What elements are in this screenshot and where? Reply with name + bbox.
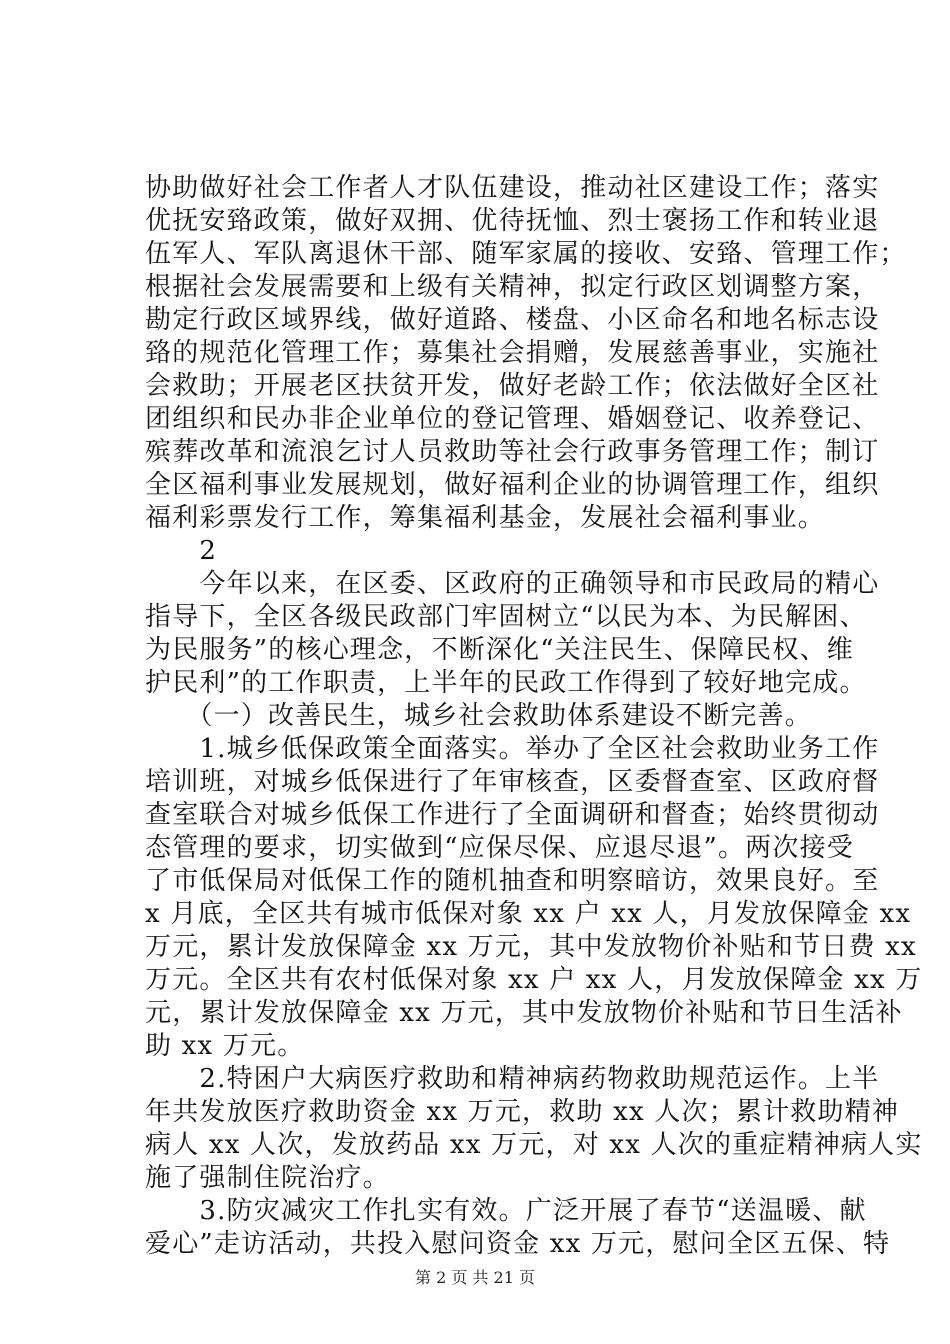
text-line: 会救助；开展老区扶贫开发，做好老龄工作；依法做好全区社 [145,371,880,401]
page-footer: 第 2 页 共 21 页 [415,1268,535,1287]
text-line: 福利彩票发行工作，筹集福利基金，发展社会福利事业。 [145,503,826,533]
text-line: 勘定行政区域界线，做好道路、楼盘、小区命名和地名标志设 [145,305,880,335]
text-line: 态管理的要求，切实做到“应保尽保、应退尽退”。两次接受 [145,833,854,863]
text-line: 为民服务”的核心理念，不断深化“关注民生、保障民权、维 [145,635,854,665]
text-line: 万元。全区共有农村低保对象 xx 户 xx 人，月发放保障金 xx 万 [145,965,923,995]
text-line: 病人 xx 人次，发放药品 xx 万元，对 xx 人次的重症精神病人实 [145,1130,923,1160]
text-line: 今年以来，在区委、区政府的正确领导和市民政局的精心 [145,569,880,599]
text-line: 1.城乡低保政策全面落实。举办了全区社会救助业务工作 [145,734,880,764]
text-line: 臵的规范化管理工作；募集社会捐赠，发展慈善事业，实施社 [145,338,880,368]
text-line: 护民利”的工作职责，上半年的民政工作得到了较好地完成。 [145,668,867,698]
text-line: 了市低保局对低保工作的随机抽查和明察暗访，效果良好。至 [145,866,880,896]
text-line: 助 xx 万元。 [145,1031,305,1061]
text-line: 殡葬改革和流浪乞讨人员救助等社会行政事务管理工作；制订 [145,437,880,467]
text-line: 全区福利事业发展规划，做好福利企业的协调管理工作，组织 [145,470,880,500]
text-line: 2.特困户大病医疗救助和精神病药物救助规范运作。上半 [145,1064,880,1094]
text-line: 优抚安臵政策，做好双拥、优待抚恤、烈士褒扬工作和转业退 [145,206,880,236]
text-line: 万元，累计发放保障金 xx 万元，其中发放物价补贴和节日费 xx [145,932,917,962]
section-number: 2 [145,536,218,566]
subheading: （一）改善民生，城乡社会救助体系建设不断完善。 [145,701,813,731]
text-line: 查室联合对城乡低保工作进行了全面调研和督查；始终贯彻动 [145,800,880,830]
text-line: 指导下，全区各级民政部门牢固树立“以民为本、为民解困、 [145,602,867,632]
text-line: 伍军人、军队离退休干部、随军家属的接收、安臵、管理工作； [145,239,907,269]
text-line: 施了强制住院治疗。 [145,1163,390,1193]
text-line: 培训班，对城乡低保进行了年审核查，区委督查室、区政府督 [145,767,880,797]
text-line: 元，累计发放保障金 xx 万元，其中发放物价补贴和节日生活补 [145,998,903,1028]
text-line: 年共发放医疗救助资金 xx 万元，救助 xx 人次；累计救助精神 [145,1097,900,1127]
text-line: 爱心”走访活动，共投入慰问资金 xx 万元，慰问全区五保、特 [145,1229,891,1259]
text-line: 根据社会发展需要和上级有关精神，拟定行政区划调整方案， [145,272,880,302]
text-line: 3.防灾减灾工作扎实有效。广泛开展了春节“送温暖、献 [145,1196,867,1226]
text-line: 协助做好社会工作者人才队伍建设，推动社区建设工作；落实 [145,173,880,203]
text-line: 团组织和民办非企业单位的登记管理、婚姻登记、收养登记、 [145,404,880,434]
text-line: x 月底，全区共有城市低保对象 xx 户 xx 人，月发放保障金 xx [145,899,912,929]
